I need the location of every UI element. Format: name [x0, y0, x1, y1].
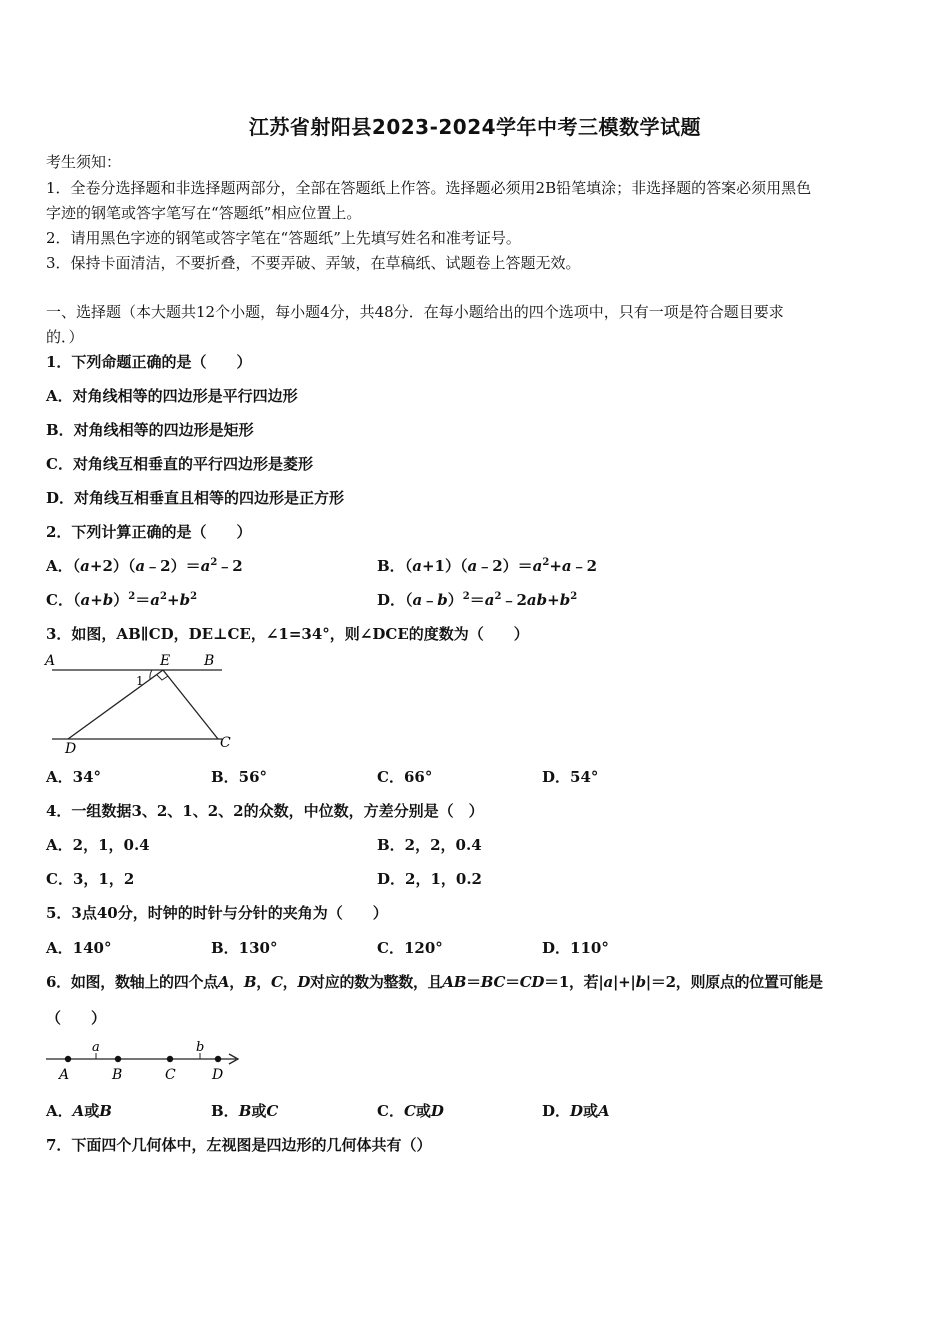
label-c: C: [220, 735, 231, 751]
q3-option-d: D．54°: [542, 768, 599, 786]
q4-option-b: B．2，2，0.4: [377, 836, 482, 854]
label-a: A: [45, 653, 56, 669]
q4-stem: 4．一组数据3、2、1、2、2的众数，中位数，方差分别是（ ）: [46, 802, 484, 820]
label-point-c: C: [165, 1067, 176, 1083]
notice-item-1-cont: 字迹的钢笔或答字笔写在“答题纸”相应位置上。: [46, 204, 362, 222]
q6-number-line: [40, 1035, 250, 1087]
q4-option-d: D．2，1，0.2: [377, 870, 482, 888]
label-point-a: A: [59, 1067, 70, 1083]
notice-item-3: 3．保持卡面清洁，不要折叠，不要弄破、弄皱，在草稿纸、试题卷上答题无效。: [46, 254, 581, 272]
q6-option-b: B．B或C: [211, 1102, 279, 1120]
q6-option-d: D．D或A: [542, 1102, 610, 1120]
q3-option-c: C．66°: [377, 768, 433, 786]
label-angle-1: 1: [136, 674, 144, 688]
q5-stem: 5．3点40分，时钟的时针与分针的夹角为（ ）: [46, 904, 388, 922]
q6-option-a: A．A或B: [46, 1102, 112, 1120]
q5-option-c: C．120°: [377, 939, 443, 957]
label-e: E: [160, 653, 171, 669]
q2-stem: 2．下列计算正确的是（ ）: [46, 523, 252, 541]
point-a: [65, 1056, 71, 1062]
q5-option-a: A．140°: [46, 939, 112, 957]
q5-option-b: B．130°: [211, 939, 278, 957]
q3-option-b: B．56°: [211, 768, 268, 786]
q2-option-a: A．$(a+2)(a﹣2)=a^2﹣2$: [46, 557, 243, 575]
q1-stem: 1．下列命题正确的是（ ）: [46, 353, 252, 371]
notice-item-1: 1．全卷分选择题和非选择题两部分，全部在答题纸上作答。选择题必须用2B铅笔填涂；非选择题的答案必须用黑色: [46, 179, 812, 197]
point-b: [115, 1056, 121, 1062]
q3-stem: 3．如图，AB∥CD，DE⊥CE，∠1=34°，则∠DCE的度数为（ ）: [46, 625, 529, 643]
point-d: [215, 1056, 221, 1062]
label-d: D: [65, 741, 77, 757]
q2-option-b: B．$(a+1)(a﹣2)=a^2+a﹣2$: [377, 557, 598, 575]
q1-option-a: A．对角线相等的四边形是平行四边形: [46, 387, 298, 405]
label-b: B: [204, 653, 215, 669]
q6-stem-paren: （ ）: [46, 1009, 107, 1027]
label-point-b: B: [112, 1067, 123, 1083]
q6-option-c: C．C或D: [377, 1102, 444, 1120]
section-heading: 一、选择题（本大题共12个小题，每小题4分，共48分．在每小题给出的四个选项中，只有一项是符合题目要求: [46, 303, 784, 321]
q6-stem: 6．如图，数轴上的四个点A，B，C，D对应的数为整数，且AB＝BC＝CD＝1，若|a|+|b|＝2，则原点的位置可能是: [46, 973, 823, 991]
q1-option-b: B．对角线相等的四边形是矩形: [46, 421, 254, 439]
q1-option-c: C．对角线互相垂直的平行四边形是菱形: [46, 455, 313, 473]
section-heading-cont: 的．）: [46, 328, 84, 346]
point-c: [167, 1056, 173, 1062]
q1-option-d: D．对角线互相垂直且相等的四边形是正方形: [46, 489, 345, 507]
q3-figure: [40, 650, 240, 760]
page-title: 江苏省射阳县2023-2024学年中考三模数学试题: [248, 115, 702, 139]
segment-ec: [163, 670, 218, 739]
segment-de: [68, 670, 163, 739]
q4-option-c: C．3，1，2: [46, 870, 135, 888]
q3-option-a: A．34°: [46, 768, 102, 786]
label-small-b: b: [196, 1040, 205, 1055]
label-small-a: a: [92, 1040, 100, 1055]
q2-option-d: D．$(a﹣b)^2=a^2﹣2ab+b^2$: [377, 591, 578, 609]
notice-heading: 考生须知：: [46, 153, 122, 171]
q2-option-c: C．$(a+b)^2=a^2+b^2$: [46, 591, 198, 609]
right-angle-mark: [157, 675, 168, 680]
q7-stem: 7．下面四个几何体中，左视图是四边形的几何体共有（）: [46, 1136, 432, 1154]
q5-option-d: D．110°: [542, 939, 609, 957]
notice-item-2: 2．请用黑色字迹的钢笔或答字笔在“答题纸”上先填写姓名和准考证号。: [46, 229, 521, 247]
q4-option-a: A．2，1，0.4: [46, 836, 150, 854]
label-point-d: D: [212, 1067, 224, 1083]
